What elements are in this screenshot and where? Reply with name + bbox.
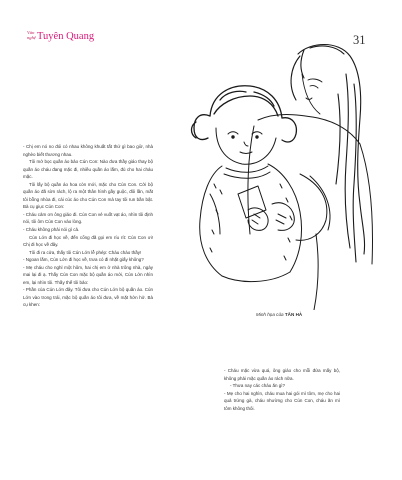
child-hands (238, 186, 294, 230)
paragraph: Tôi mở bọc quần áo bảo Cún Con: Nào đưa thầy giáo thay bộ quần áo cháu đang mặc đi, nhiều quần áo lắm, đủ cho hai cháu mặc. (23, 159, 153, 180)
paragraph: - Cháu cảm ơn ông giáo đi. Cún Con vẻ vuốt vạt áo, nhìn tôi định nói, tôi ôm Cún Con vào lòng. (23, 211, 153, 225)
paragraph: Tôi đi ra cửa, thấy tôi Cún Lớn lễ phép: Cháu chào thầy! (29, 249, 142, 255)
paragraph: - Mẹ cháu cho nghỉ một hôm, hai chị em ở nhà trông nhà, ngày mai lại đi ạ. Thấy Cún Con mặc bộ quần áo mới, Cún Lớn nhìn em, lại nhìn tôi. Thầy thế tôi bảo: (23, 264, 153, 285)
logo-small-line2: nghệ (27, 35, 36, 40)
logo-small-text (27, 30, 36, 40)
caption-artist: TẤN HÀ (284, 312, 303, 317)
page-number: 31 (353, 33, 366, 47)
magazine-logo (27, 30, 137, 50)
child-face (216, 128, 276, 164)
paragraph: Cún Lớn đi học về, đến cổng đã gọi em ríu rít: Cún Con ơi! Chị đi học về đây. (23, 234, 153, 248)
paragraph: - Cháu mặc vừa quá, ông giáo cho mỗi đứa mấy bộ, không phải mặc quần áo rách nữa. (224, 368, 340, 381)
paragraph: - Thưa nay các cháu ăn gì? (230, 383, 285, 389)
child-sweater (200, 164, 302, 282)
paragraph: - Ngoan lắm, Cún Lớn đi học về, trưa có đi nhặt giấy không? (23, 257, 144, 263)
logo-main-text: Tuyên Quang (37, 31, 95, 42)
paragraph: - Phần của Cún Lớn đây. Tôi đưa cho Cún Lớn bộ quần áo. Cún Lớn vào trong trái, mặc bộ quần áo tôi đưa, về mặt hớn hở. Bà cụ khen: (23, 287, 153, 308)
paragraph: Tôi lấy bộ quần áo hoa còn mới, mặc cho Cún Con. Cởi bộ quần áo đã sờn rách, lộ ra một thân hình gầy guộc, đôi lần, mắt tôi bỗng nhòa đi, cái cúc áo cho Cún Con mà tay tôi run bần bật. Bà cụ giục Cún Con: (23, 181, 153, 210)
illustration-sketch (150, 34, 402, 310)
paragraph: - Cháu không phải nói gì cả. (23, 227, 80, 233)
illustration-caption (256, 312, 302, 317)
caption-prefix: Minh họa của (256, 312, 284, 317)
paragraph: - Chị em nó no đói có nhau không khuất tất thứ gì bao giờ, nhà nghèo biết thương nhau. (23, 144, 153, 157)
child-hair (192, 86, 297, 142)
paragraph: - Mẹ cho hai nghìn, cháu mua hai gói mì tôm, mẹ cho hai quả trứng gà, cháu nhường cho Cún Con, cháu ăn mì tôm không thôi. (224, 390, 340, 411)
article-column-left (23, 143, 153, 309)
woman-face (302, 74, 322, 114)
article-column-right (224, 367, 340, 412)
logo-small-line1: Văn (27, 30, 35, 35)
